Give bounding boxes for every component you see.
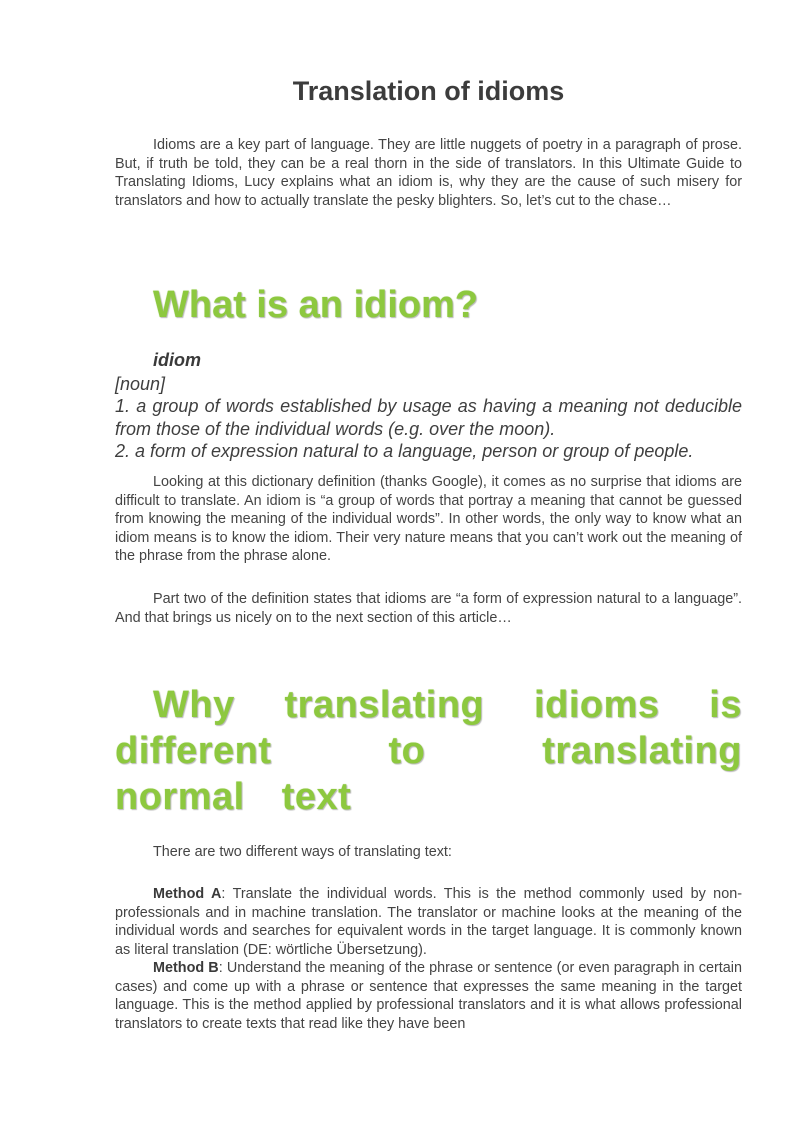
dictionary-definition xyxy=(115,373,742,462)
definition-sense-2: 2. a form of expression natural to a language, person or group of people. xyxy=(115,440,694,461)
section-heading-why-translating-idioms-is-different: Why translating idioms is different to translating normal text xyxy=(115,684,742,818)
method-a-paragraph xyxy=(115,885,742,959)
intro-paragraph: Idioms are a key part of language. They are little nuggets of poetry in a paragraph of prose. But, if truth be told, they can be a real thorn in the side of translators. In this Ultimate Guide to Translating Idioms, Lucy explains what an idiom is, why they are the cause of such misery for translators and how to actually translate the pesky blighters. So, let’s cut to the chase… xyxy=(115,137,742,209)
method-b-paragraph xyxy=(115,959,742,1033)
section-heading-what-is-an-idiom: What is an idiom? xyxy=(153,284,479,326)
definition-headword: idiom xyxy=(153,350,201,370)
method-a-text: : Translate the individual words. This is the method commonly used by non-professionals and in machine translation. The translator or machine looks at the meaning of the individual words and searches for equivalent words in the target language. It is commonly known as literal translation (DE: wörtliche Übersetzung). xyxy=(115,886,742,958)
definition-part-two-paragraph: Part two of the definition states that idioms are “a form of expression natural to a language”. And that brings us nicely on to the next section of this article… xyxy=(115,591,742,626)
definition-part-of-speech: [noun] xyxy=(115,374,166,394)
document-title: Translation of idioms xyxy=(292,76,565,106)
method-b-text: : Understand the meaning of the phrase or sentence (or even paragraph in certain cases) and come up with a phrase or sentence that expresses the same meaning in the target language. This is the method applied by professional translators and it is what allows professional translators to create texts that read like they have been xyxy=(115,960,742,1032)
method-b-label: Method B xyxy=(153,960,219,976)
two-ways-paragraph: There are two different ways of translating text: xyxy=(153,844,452,860)
definition-sense-1: 1. a group of words established by usage as having a meaning not deducible from those of the individual words (e.g. over the moon). xyxy=(115,396,742,439)
definition-explanation-paragraph: Looking at this dictionary definition (thanks Google), it comes as no surprise that idioms are difficult to translate. An idiom is “a group of words that portray a meaning that cannot be guessed from knowing the meaning of the individual words”. In other words, the only way to know what an idiom means is to know the idiom. Their very nature means that you can’t work out the meaning of the phrase from the phrase alone. xyxy=(115,474,742,564)
method-a-label: Method A xyxy=(153,886,222,902)
